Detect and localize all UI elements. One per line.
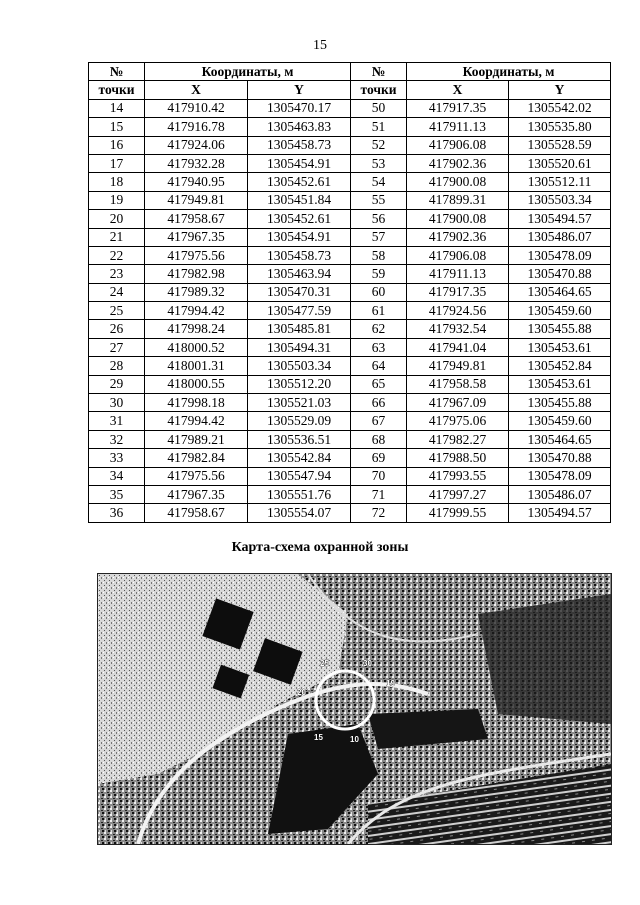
y-coordinate-cell: 1305458.73 <box>248 136 351 154</box>
x-coordinate-cell: 417924.56 <box>407 302 509 320</box>
table-row <box>89 191 611 209</box>
point-number-cell: 29 <box>89 375 145 393</box>
table-row <box>89 504 611 522</box>
y-coordinate-cell: 1305528.59 <box>509 136 611 154</box>
x-coordinate-cell: 417975.56 <box>145 467 248 485</box>
table-row <box>89 228 611 246</box>
table-row <box>89 412 611 430</box>
point-number-cell: 30 <box>89 394 145 412</box>
point-number-cell: 69 <box>351 449 407 467</box>
point-number-cell: 19 <box>89 191 145 209</box>
point-number-cell: 28 <box>89 357 145 375</box>
y-coordinate-cell: 1305452.61 <box>248 210 351 228</box>
y-coordinate-cell: 1305503.34 <box>509 191 611 209</box>
point-number-cell: 65 <box>351 375 407 393</box>
y-coordinate-cell: 1305486.07 <box>509 228 611 246</box>
y-coordinate-cell: 1305477.59 <box>248 302 351 320</box>
x-coordinate-cell: 417989.32 <box>145 283 248 301</box>
x-coordinate-cell: 417998.24 <box>145 320 248 338</box>
x-coordinate-cell: 417989.21 <box>145 430 248 448</box>
y-coordinate-cell: 1305464.65 <box>509 283 611 301</box>
x-coordinate-cell: 417958.67 <box>145 504 248 522</box>
point-number-cell: 32 <box>89 430 145 448</box>
table-row <box>89 173 611 191</box>
x-coordinate-cell: 418000.52 <box>145 338 248 356</box>
x-coordinate-cell: 417941.04 <box>407 338 509 356</box>
table-row <box>89 430 611 448</box>
point-number-cell: 60 <box>351 283 407 301</box>
map-marker-label: 20 <box>297 688 306 697</box>
point-number-cell: 51 <box>351 118 407 136</box>
table-row <box>89 338 611 356</box>
point-number-cell: 24 <box>89 283 145 301</box>
x-coordinate-cell: 417902.36 <box>407 228 509 246</box>
y-coordinate-cell: 1305485.81 <box>248 320 351 338</box>
point-number-cell: 16 <box>89 136 145 154</box>
x-coordinate-cell: 417906.08 <box>407 246 509 264</box>
x-coordinate-cell: 418000.55 <box>145 375 248 393</box>
x-coordinate-cell: 417994.42 <box>145 412 248 430</box>
protection-zone-map <box>97 573 612 845</box>
point-number-cell: 71 <box>351 485 407 503</box>
y-coordinate-cell: 1305453.61 <box>509 338 611 356</box>
x-coordinate-cell: 417910.42 <box>145 99 248 117</box>
point-number-cell: 50 <box>351 99 407 117</box>
y-coordinate-cell: 1305451.84 <box>248 191 351 209</box>
x-coordinate-cell: 417975.06 <box>407 412 509 430</box>
table-row <box>89 320 611 338</box>
x-coordinate-cell: 417975.56 <box>145 246 248 264</box>
y-coordinate-cell: 1305464.65 <box>509 430 611 448</box>
table-row <box>89 210 611 228</box>
y-column-header: Y <box>248 81 351 99</box>
point-number-cell: 64 <box>351 357 407 375</box>
table-row <box>89 467 611 485</box>
x-coordinate-cell: 417967.09 <box>407 394 509 412</box>
point-number-cell: 23 <box>89 265 145 283</box>
y-coordinate-cell: 1305453.61 <box>509 375 611 393</box>
point-number-cell: 61 <box>351 302 407 320</box>
table-header-row-2 <box>89 81 611 99</box>
y-coordinate-cell: 1305478.09 <box>509 246 611 264</box>
point-number-cell: 54 <box>351 173 407 191</box>
table-row <box>89 302 611 320</box>
y-coordinate-cell: 1305542.02 <box>509 99 611 117</box>
point-number-cell: 35 <box>89 485 145 503</box>
x-coordinate-cell: 417900.08 <box>407 173 509 191</box>
x-column-header: X <box>407 81 509 99</box>
x-coordinate-cell: 417958.58 <box>407 375 509 393</box>
x-coordinate-cell: 417899.31 <box>407 191 509 209</box>
point-number-cell: 21 <box>89 228 145 246</box>
x-coordinate-cell: 417982.98 <box>145 265 248 283</box>
x-coordinate-cell: 417932.54 <box>407 320 509 338</box>
map-marker-label: 25 <box>320 659 329 668</box>
y-coordinate-cell: 1305454.91 <box>248 154 351 172</box>
y-coordinate-cell: 1305520.61 <box>509 154 611 172</box>
point-number-cell: 27 <box>89 338 145 356</box>
point-number-cell: 62 <box>351 320 407 338</box>
point-label-header: точки <box>89 81 145 99</box>
y-coordinate-cell: 1305542.84 <box>248 449 351 467</box>
x-coordinate-cell: 417917.35 <box>407 283 509 301</box>
x-coordinate-cell: 417911.13 <box>407 265 509 283</box>
x-coordinate-cell: 417967.35 <box>145 485 248 503</box>
y-coordinate-cell: 1305452.61 <box>248 173 351 191</box>
x-coordinate-cell: 417900.08 <box>407 210 509 228</box>
y-coordinate-cell: 1305529.09 <box>248 412 351 430</box>
point-number-cell: 56 <box>351 210 407 228</box>
y-coordinate-cell: 1305454.91 <box>248 228 351 246</box>
x-column-header: X <box>145 81 248 99</box>
x-coordinate-cell: 417902.36 <box>407 154 509 172</box>
point-number-cell: 34 <box>89 467 145 485</box>
x-coordinate-cell: 417999.55 <box>407 504 509 522</box>
point-number-cell: 36 <box>89 504 145 522</box>
map-marker-label: 15 <box>314 733 323 742</box>
table-row <box>89 357 611 375</box>
point-number-cell: 72 <box>351 504 407 522</box>
coordinates-header: Координаты, м <box>407 63 611 81</box>
y-coordinate-cell: 1305470.88 <box>509 265 611 283</box>
map-marker-label: 30 <box>363 659 372 668</box>
point-number-cell: 26 <box>89 320 145 338</box>
y-coordinate-cell: 1305459.60 <box>509 412 611 430</box>
y-coordinate-cell: 1305470.88 <box>509 449 611 467</box>
y-coordinate-cell: 1305463.94 <box>248 265 351 283</box>
y-coordinate-cell: 1305463.83 <box>248 118 351 136</box>
point-number-cell: 33 <box>89 449 145 467</box>
y-coordinate-cell: 1305503.34 <box>248 357 351 375</box>
point-number-cell: 59 <box>351 265 407 283</box>
y-coordinate-cell: 1305551.76 <box>248 485 351 503</box>
point-number-cell: 67 <box>351 412 407 430</box>
table-row <box>89 394 611 412</box>
x-coordinate-cell: 417940.95 <box>145 173 248 191</box>
y-coordinate-cell: 1305512.20 <box>248 375 351 393</box>
point-number-cell: 15 <box>89 118 145 136</box>
table-row <box>89 283 611 301</box>
x-coordinate-cell: 417949.81 <box>407 357 509 375</box>
point-number-cell: 20 <box>89 210 145 228</box>
y-coordinate-cell: 1305521.03 <box>248 394 351 412</box>
x-coordinate-cell: 417997.27 <box>407 485 509 503</box>
table-header-row-1 <box>89 63 611 81</box>
y-coordinate-cell: 1305536.51 <box>248 430 351 448</box>
table-row <box>89 246 611 264</box>
point-number-cell: 70 <box>351 467 407 485</box>
point-number-cell: 22 <box>89 246 145 264</box>
point-number-cell: 53 <box>351 154 407 172</box>
y-coordinate-cell: 1305455.88 <box>509 320 611 338</box>
map-marker-label: 19 <box>386 679 395 688</box>
table-row <box>89 136 611 154</box>
table-row <box>89 265 611 283</box>
point-number-cell: 31 <box>89 412 145 430</box>
x-coordinate-cell: 417967.35 <box>145 228 248 246</box>
x-coordinate-cell: 417958.67 <box>145 210 248 228</box>
table-row <box>89 485 611 503</box>
y-coordinate-cell: 1305494.57 <box>509 210 611 228</box>
point-number-cell: 14 <box>89 99 145 117</box>
y-coordinate-cell: 1305458.73 <box>248 246 351 264</box>
table-row <box>89 449 611 467</box>
point-number-cell: 68 <box>351 430 407 448</box>
x-coordinate-cell: 417916.78 <box>145 118 248 136</box>
coordinates-table-body <box>89 99 611 522</box>
y-coordinate-cell: 1305486.07 <box>509 485 611 503</box>
point-number-cell: 17 <box>89 154 145 172</box>
x-coordinate-cell: 418001.31 <box>145 357 248 375</box>
point-number-cell: 66 <box>351 394 407 412</box>
x-coordinate-cell: 417993.55 <box>407 467 509 485</box>
point-number-header: № <box>89 63 145 81</box>
y-coordinate-cell: 1305535.80 <box>509 118 611 136</box>
table-row <box>89 375 611 393</box>
coordinates-header: Координаты, м <box>145 63 351 81</box>
x-coordinate-cell: 417949.81 <box>145 191 248 209</box>
y-column-header: Y <box>509 81 611 99</box>
table-row <box>89 154 611 172</box>
y-coordinate-cell: 1305455.88 <box>509 394 611 412</box>
x-coordinate-cell: 417932.28 <box>145 154 248 172</box>
coordinates-table <box>88 62 611 523</box>
map-marker-label: 10 <box>350 735 359 744</box>
point-label-header: точки <box>351 81 407 99</box>
point-number-cell: 18 <box>89 173 145 191</box>
table-row <box>89 118 611 136</box>
x-coordinate-cell: 417998.18 <box>145 394 248 412</box>
point-number-header: № <box>351 63 407 81</box>
point-number-cell: 58 <box>351 246 407 264</box>
point-number-cell: 63 <box>351 338 407 356</box>
y-coordinate-cell: 1305459.60 <box>509 302 611 320</box>
y-coordinate-cell: 1305554.07 <box>248 504 351 522</box>
x-coordinate-cell: 417982.27 <box>407 430 509 448</box>
x-coordinate-cell: 417988.50 <box>407 449 509 467</box>
y-coordinate-cell: 1305478.09 <box>509 467 611 485</box>
y-coordinate-cell: 1305494.57 <box>509 504 611 522</box>
point-number-cell: 57 <box>351 228 407 246</box>
x-coordinate-cell: 417906.08 <box>407 136 509 154</box>
x-coordinate-cell: 417924.06 <box>145 136 248 154</box>
point-number-cell: 55 <box>351 191 407 209</box>
point-number-cell: 52 <box>351 136 407 154</box>
x-coordinate-cell: 417982.84 <box>145 449 248 467</box>
x-coordinate-cell: 417911.13 <box>407 118 509 136</box>
x-coordinate-cell: 417917.35 <box>407 99 509 117</box>
table-row <box>89 99 611 117</box>
y-coordinate-cell: 1305470.31 <box>248 283 351 301</box>
point-number-cell: 25 <box>89 302 145 320</box>
map-title: Карта-схема охранной зоны <box>231 540 409 555</box>
y-coordinate-cell: 1305452.84 <box>509 357 611 375</box>
page-number: 15 <box>313 38 327 53</box>
y-coordinate-cell: 1305512.11 <box>509 173 611 191</box>
y-coordinate-cell: 1305494.31 <box>248 338 351 356</box>
x-coordinate-cell: 417994.42 <box>145 302 248 320</box>
y-coordinate-cell: 1305470.17 <box>248 99 351 117</box>
y-coordinate-cell: 1305547.94 <box>248 467 351 485</box>
map-image <box>98 574 611 844</box>
